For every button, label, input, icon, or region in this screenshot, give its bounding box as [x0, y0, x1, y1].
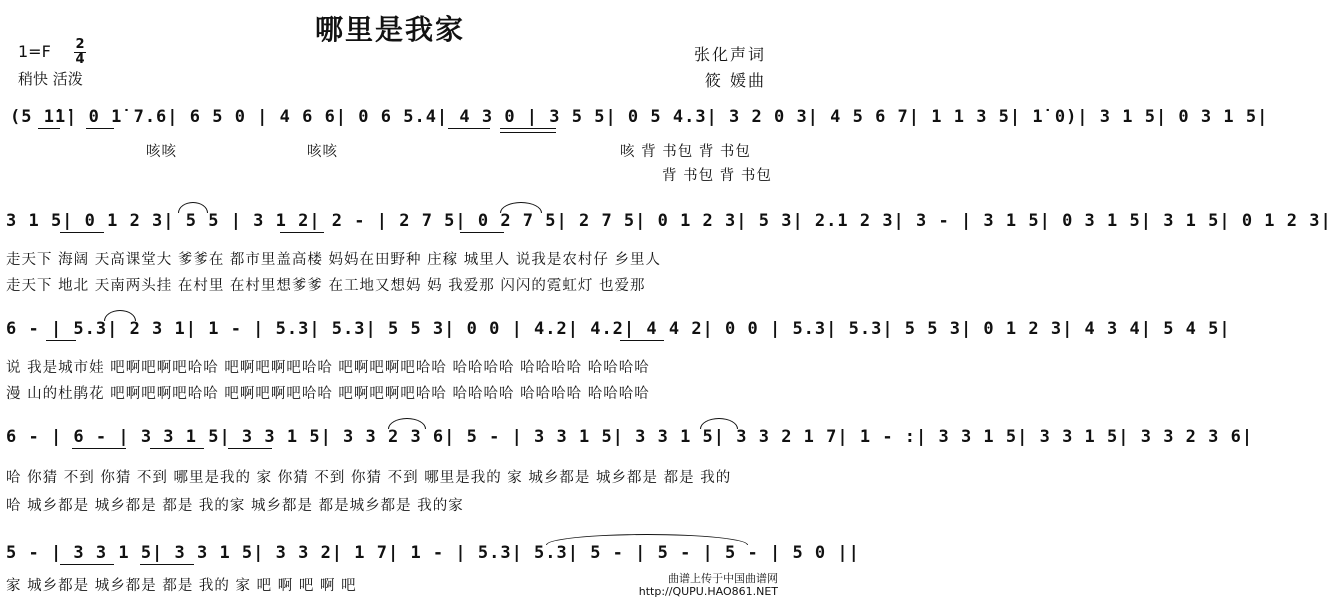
- beam-line: [460, 232, 504, 233]
- composer-credit: 筱 媛曲: [704, 71, 766, 90]
- beam-line: [150, 448, 204, 449]
- lyric-segment: 咳 背 书包 背 书包: [620, 144, 751, 160]
- beam-line: [60, 232, 104, 233]
- notation-line-4: 6 - | 6 - | 3 3 1 5| 3 3 1 5| 3 3 2 3 6| 5 - | 3 3 1 5| 3 3 1 5| 3 3 2 1 7| 1 - :| 3 3 1 5| 3 3 1 5| 3 3 2 3 6|: [6, 427, 1254, 447]
- notation-line-3: 6 - | 5.3| 2 3 1| 1 - | 5.3| 5.3| 5 5 3| 0 0 | 4.2| 4.2| 4 4 2| 0 0 | 5.3| 5.3| 5 5 3| 0 1 2 3| 4 3 4| 5 4 5|: [6, 319, 1231, 339]
- time-signature-bottom: 4: [75, 52, 85, 67]
- song-title: 哪里是我家: [314, 13, 465, 46]
- lyric-line-verse-1: 家 城乡都是 城乡都是 都是 我的 家 吧 啊 吧 啊 吧: [6, 578, 357, 594]
- notation-line-2: 3 1 5| 0 1 2 3| 5 5 | 3 1 2| 2 - | 2 7 5| 0 2 7 5| 2 7 5| 0 1 2 3| 5 3| 2.1 2 3| 3 - | 3 1 5| 0 3 1 5| 3 1 5| 0 1 2 3|: [6, 211, 1332, 231]
- score-system-2: [0, 208, 1332, 296]
- beam-line: [72, 448, 126, 449]
- score-system-1: [0, 104, 1269, 190]
- watermark: [639, 572, 778, 598]
- time-signature: [74, 38, 86, 67]
- notation-line-5: 5 - | 3 3 1 5| 3 3 1 5| 3 3 2| 1 7| 1 - | 5.3| 5.3| 5 - | 5 - | 5 - | 5 0 ||: [6, 543, 860, 563]
- lyric-segment: 咳咳: [146, 144, 177, 160]
- lyric-line-verse-1: 走天下 海阔 天高课堂大 爹爹在 都市里盖高楼 妈妈在田野种 庄稼 城里人 说我是农村仔 乡里人: [6, 252, 661, 268]
- beam-line: [500, 132, 556, 133]
- score-system-4: [0, 424, 1254, 520]
- beam-line: [228, 448, 272, 449]
- beam-line: [448, 128, 490, 129]
- beam-line: [620, 340, 664, 341]
- beam-line: [500, 128, 556, 129]
- watermark-line-1: 曲谱上传于中国曲谱网: [668, 572, 778, 585]
- watermark-line-2: http://QUPU.HAO861.NET: [638, 585, 778, 598]
- lyric-line-verse-2: 哈 城乡都是 城乡都是 都是 我的家 城乡都是 都是城乡都是 我的家: [6, 498, 464, 514]
- beam-line: [60, 564, 114, 565]
- notation-line-1: (5 1̇1̇| 0 1̇ 7.6| 6 5 0 | 4 6 6| 0 6 5.4| 4 3 0 | 3 5 5| 0 5 4.3| 3 2 0 3| 4 5 6 7| 1 1 3 5| 1̇ 0)| 3 1 5| 0 3 1 5|: [10, 107, 1269, 127]
- lyric-segment: 背 书包 背 书包: [662, 168, 772, 184]
- beam-line: [280, 232, 324, 233]
- lyric-line-verse-1: 哈 你猜 不到 你猜 不到 哪里是我的 家 你猜 不到 你猜 不到 哪里是我的 家 城乡都是 城乡都是 都是 我的: [6, 470, 732, 486]
- time-signature-top: 2: [75, 37, 85, 52]
- key-signature: 1=F: [18, 42, 51, 61]
- lyricist-credit: 张化声词: [693, 45, 766, 64]
- score-system-3: [0, 316, 1231, 404]
- beam-line: [38, 128, 60, 129]
- lyric-line-verse-2: 走天下 地北 天南两头挂 在村里 在村里想爹爹 在工地又想妈 妈 我爱那 闪闪的霓虹灯 也爱那: [6, 278, 646, 294]
- beam-line: [86, 128, 114, 129]
- lyric-line-verse-1: 说 我是城市娃 吧啊吧啊吧哈哈 吧啊吧啊吧哈哈 吧啊吧啊吧哈哈 哈哈哈哈 哈哈哈哈 哈哈哈哈: [6, 360, 650, 376]
- tempo-marking: 稍快 活泼: [18, 70, 83, 88]
- lyric-segment: 咳咳: [307, 144, 338, 160]
- beam-line: [140, 564, 194, 565]
- beam-line: [46, 340, 76, 341]
- lyric-line-verse-2: 漫 山的杜鹃花 吧啊吧啊吧哈哈 吧啊吧啊吧哈哈 吧啊吧啊吧哈哈 哈哈哈哈 哈哈哈哈 哈哈哈哈: [6, 386, 650, 402]
